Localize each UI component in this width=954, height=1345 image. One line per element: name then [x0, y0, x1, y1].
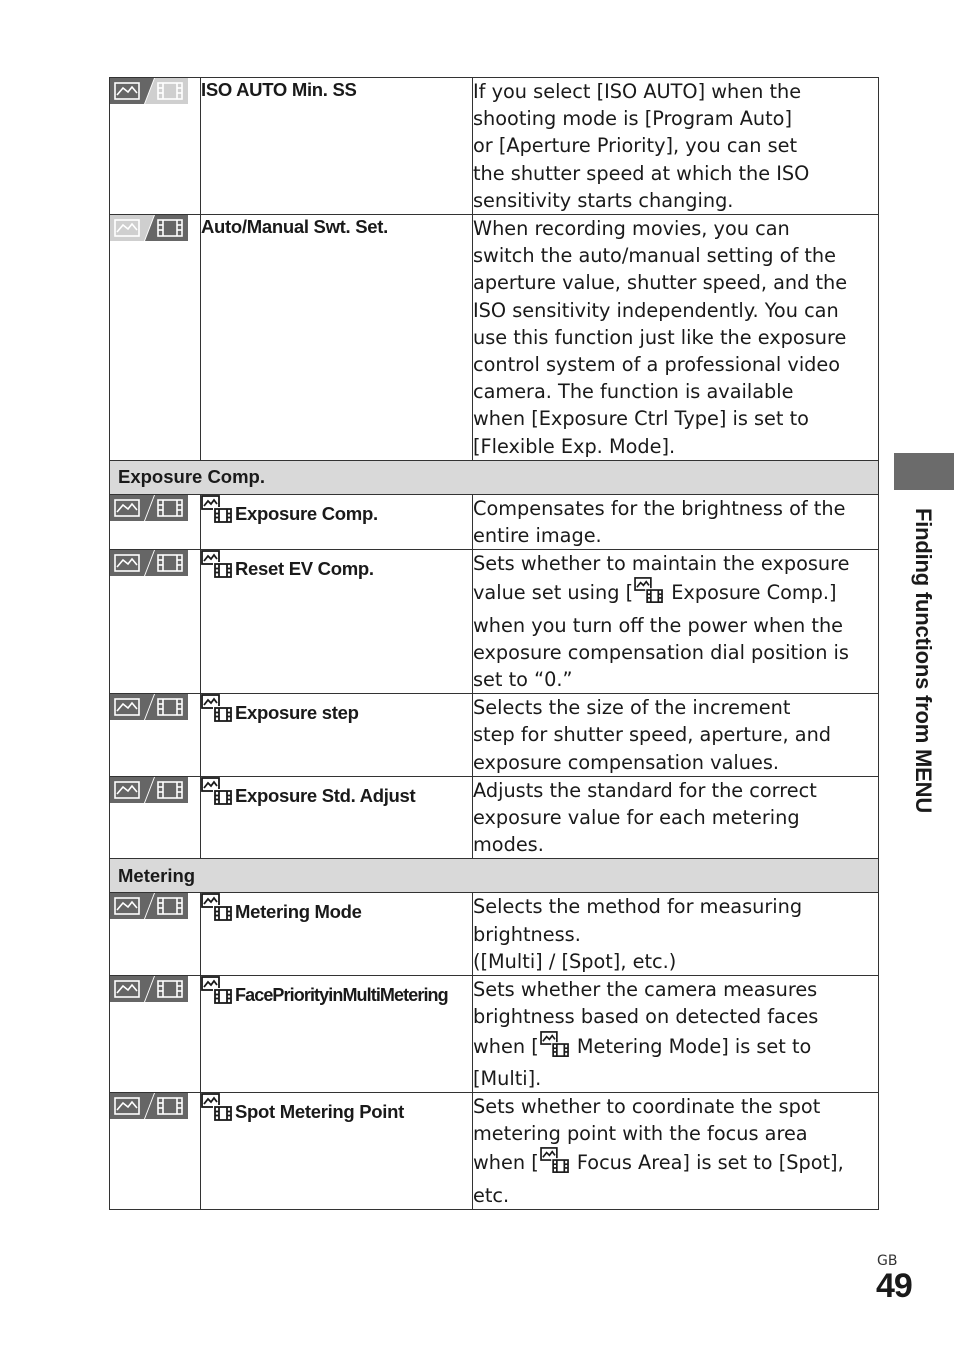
still-movie-icon	[201, 550, 233, 585]
description-line	[473, 1031, 878, 1065]
section-header-row	[110, 859, 879, 893]
mode-cell	[110, 494, 201, 549]
description-line	[473, 577, 878, 611]
description-line	[473, 1147, 878, 1181]
description-line: ([Multi] / [Spot], etc.)	[473, 949, 677, 973]
item-description	[473, 976, 879, 1093]
item-name: Exposure Std. Adjust	[235, 784, 416, 806]
description-line: use this function just like the exposure	[473, 325, 847, 349]
still-movie-icon	[540, 1147, 570, 1181]
table-row	[110, 893, 879, 976]
description-text: value set using [	[473, 581, 634, 605]
still-movie-mode-icon	[110, 495, 188, 525]
item-description	[473, 550, 879, 694]
table-row	[110, 1092, 879, 1209]
description-line: If you select [ISO AUTO] when the	[473, 80, 802, 103]
description-line: set to “0.”	[473, 668, 573, 692]
description-line: brightness.	[473, 922, 581, 946]
description-line: sensitivity starts changing.	[473, 188, 734, 212]
description-line: Sets whether to maintain the exposure	[473, 552, 850, 576]
movie-mode-icon	[110, 215, 188, 245]
description-line: etc.	[473, 1183, 510, 1207]
item-name-cell	[201, 694, 473, 777]
description-line: exposure compensation values.	[473, 750, 779, 774]
description-line: when you turn off the power when the	[473, 613, 844, 637]
description-line: switch the auto/manual setting of the	[473, 244, 837, 268]
description-text: when [	[473, 1151, 539, 1175]
item-name: Spot Metering Point	[235, 1100, 405, 1122]
item-name-cell	[201, 78, 473, 215]
still-movie-icon	[201, 976, 233, 1011]
side-tab-marker	[894, 453, 954, 490]
still-movie-icon	[201, 694, 233, 729]
description-line: brightness based on detected faces	[473, 1005, 819, 1029]
description-line: control system of a professional video	[473, 353, 841, 377]
description-line: Selects the method for measuring	[473, 895, 803, 919]
description-line: Sets whether the camera measures	[473, 978, 818, 1002]
menu-table	[109, 77, 879, 1210]
item-description	[473, 215, 879, 461]
item-name-cell	[201, 1092, 473, 1209]
description-line: ISO sensitivity independently. You can	[473, 298, 839, 322]
description-line: camera. The function is available	[473, 380, 794, 404]
item-name-cell	[201, 976, 473, 1093]
still-movie-icon	[201, 893, 233, 928]
item-name: FacePriorityinMultiMetering	[235, 985, 448, 1006]
description-line: step for shutter speed, aperture, and	[473, 723, 832, 747]
still-movie-icon	[634, 577, 664, 611]
table-row	[110, 78, 879, 215]
description-line: aperture value, shutter speed, and the	[473, 271, 848, 295]
still-movie-mode-icon	[110, 976, 188, 1006]
region-code: GB	[877, 1253, 898, 1269]
item-name: Reset EV Comp.	[235, 558, 374, 580]
table-row	[110, 550, 879, 694]
still-movie-mode-icon	[110, 1093, 188, 1123]
mode-cell	[110, 550, 201, 694]
table-row	[110, 215, 879, 461]
still-movie-icon	[540, 1031, 570, 1065]
description-line: modes.	[473, 833, 544, 857]
menu-table-body	[110, 78, 879, 1210]
description-line: Compensates for the brightness of the	[473, 496, 846, 520]
still-movie-mode-icon	[110, 550, 188, 580]
description-text: Metering Mode] is set to	[570, 1034, 812, 1058]
item-name-cell	[201, 494, 473, 549]
table-row	[110, 694, 879, 777]
item-name-cell	[201, 776, 473, 859]
description-line: Selects the size of the increment	[473, 696, 791, 720]
still-movie-icon	[201, 777, 233, 812]
mode-cell	[110, 776, 201, 859]
side-tab-label: Finding functions from MENU	[911, 508, 936, 814]
item-description	[473, 1092, 879, 1209]
item-description	[473, 494, 879, 549]
mode-cell	[110, 694, 201, 777]
mode-cell	[110, 1092, 201, 1209]
item-name: Exposure Comp.	[235, 502, 378, 524]
mode-cell	[110, 976, 201, 1093]
item-description	[473, 893, 879, 976]
item-name-cell	[201, 550, 473, 694]
item-name: Exposure step	[235, 702, 359, 724]
section-title: Metering	[110, 859, 879, 893]
still-movie-icon	[201, 495, 233, 530]
mode-cell	[110, 215, 201, 461]
description-line: shooting mode is [Program Auto]	[473, 107, 792, 131]
description-line: [Multi].	[473, 1066, 542, 1090]
item-description	[473, 776, 879, 859]
item-name-cell	[201, 215, 473, 461]
mode-cell	[110, 78, 201, 215]
page-number: 49	[876, 1267, 912, 1305]
description-line: when [Exposure Ctrl Type] is set to	[473, 407, 809, 431]
item-name: Metering Mode	[235, 901, 362, 923]
description-line: the shutter speed at which the ISO	[473, 161, 810, 185]
still-movie-mode-icon	[110, 777, 188, 807]
description-text: Focus Area] is set to [Spot],	[570, 1151, 844, 1175]
section-header-row	[110, 460, 879, 494]
description-line: entire image.	[473, 524, 602, 548]
still-movie-icon	[201, 1093, 233, 1128]
table-row	[110, 494, 879, 549]
table-row	[110, 976, 879, 1093]
item-name-cell	[201, 893, 473, 976]
description-line: exposure compensation dial position is	[473, 640, 849, 664]
item-name: Auto/Manual Swt. Set.	[201, 216, 388, 238]
table-row	[110, 776, 879, 859]
mode-cell	[110, 893, 201, 976]
description-line: [Flexible Exp. Mode].	[473, 434, 676, 458]
item-name: ISO AUTO Min. SS	[201, 79, 357, 100]
description-line: When recording movies, you can	[473, 217, 790, 241]
section-title: Exposure Comp.	[110, 460, 879, 494]
description-line: or [Aperture Priority], you can set	[473, 134, 798, 158]
description-text: when [	[473, 1034, 539, 1058]
item-description	[473, 694, 879, 777]
description-line: exposure value for each metering	[473, 806, 800, 830]
item-description	[473, 78, 879, 215]
description-line: Adjusts the standard for the correct	[473, 778, 817, 802]
description-line: Sets whether to coordinate the spot	[473, 1094, 821, 1118]
description-line: metering point with the focus area	[473, 1122, 808, 1146]
still-mode-icon	[110, 78, 188, 108]
description-text: Exposure Comp.]	[665, 581, 837, 605]
still-movie-mode-icon	[110, 893, 188, 923]
still-movie-mode-icon	[110, 694, 188, 724]
